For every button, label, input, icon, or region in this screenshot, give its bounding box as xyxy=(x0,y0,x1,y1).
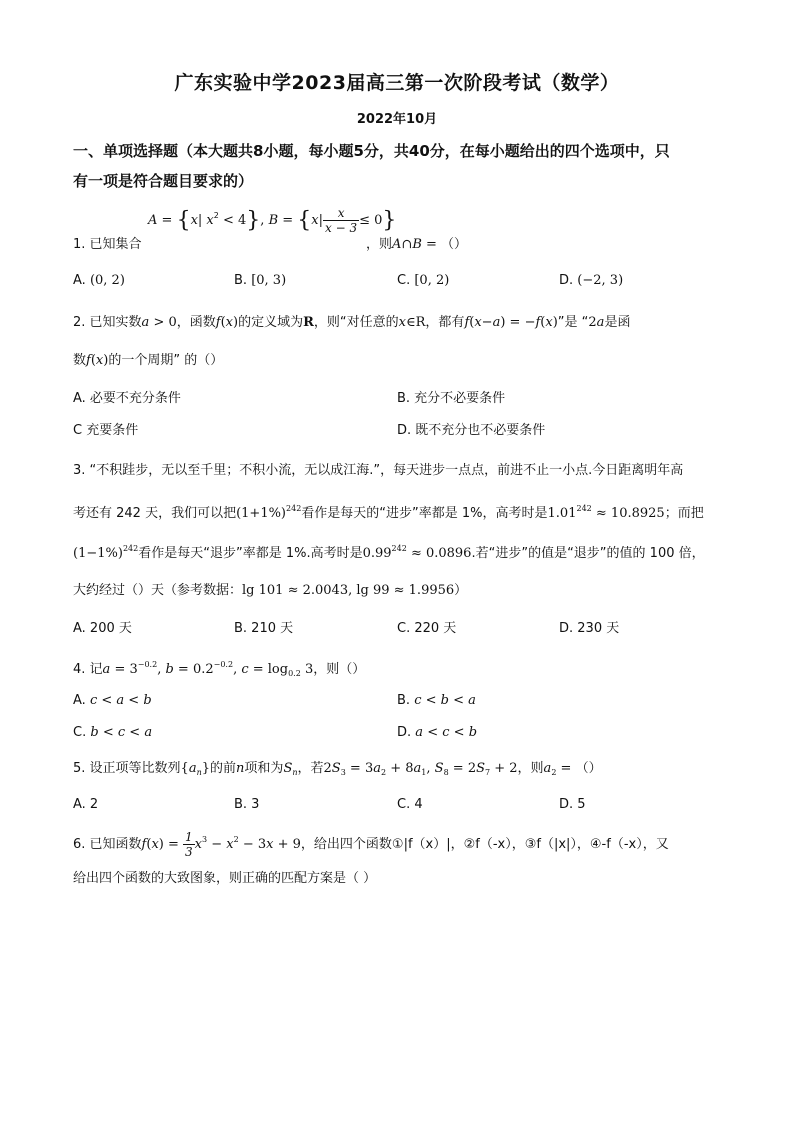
q5-option-c[interactable]: C. 4 xyxy=(397,797,423,812)
q5-stem: 5. 设正项等比数列$\{a_n\}$的前n项和为$S_n$，若$2S_3 = 3a_2 + 8a_1$, $S_8 = 2S_7 + 2$，则$a_2$ = （） xyxy=(73,761,602,777)
q2-option-d[interactable]: D. 既不充分也不必要条件 xyxy=(397,423,546,438)
q3-option-d[interactable]: D. 230 天 xyxy=(559,621,620,636)
q2-stem-line2: 数f(x)的一个周期” 的（） xyxy=(73,353,224,368)
q1-option-c[interactable]: C. [0, 2) xyxy=(397,273,450,288)
q2-option-c[interactable]: C 充要条件 xyxy=(73,423,139,438)
q1-prefix: 1. 已知集合 xyxy=(73,237,142,252)
q6-stem-line1: 6. 已知函数f(x) = $\frac{1}{3}$ $x^3 - x^2 - 3x + 9$，给出四个函数①|f（x）|，②f（-x），③f（|x|），④-f（-x），又 xyxy=(73,830,669,859)
q1-stem xyxy=(73,236,142,254)
q3-stem-line1: 3. “不积跬步，无以至千里；不积小流，无以成江海.”，每天进步一点点，前进不止一小点.今日距离明年高 xyxy=(73,463,684,478)
q2-option-a[interactable]: A. 必要不充分条件 xyxy=(73,391,181,406)
q1-suffix: ，则 xyxy=(366,237,393,252)
q3-option-a[interactable]: A. 200 天 xyxy=(73,621,132,636)
q5-option-a[interactable]: A. 2 xyxy=(73,797,99,812)
section-heading-line1: 一、单项选择题（本大题共8小题，每小题5分，共40分，在每小题给出的四个选项中，只 xyxy=(73,142,670,160)
q3-option-b[interactable]: B. 210 天 xyxy=(234,621,294,636)
section-heading-line2: 有一项是符合题目要求的） xyxy=(73,172,254,190)
q1-option-a[interactable]: A. (0, 2) xyxy=(73,273,125,288)
q1-stem-tail: ，则A∩B = （） xyxy=(366,237,468,252)
q5-option-b[interactable]: B. 3 xyxy=(234,797,260,812)
q1-option-d[interactable]: D. (−2, 3) xyxy=(559,273,624,288)
q3-stem-line4: 大约经过（）天（参考数据：lg 101 ≈ 2.0043, lg 99 ≈ 1.9956） xyxy=(73,583,468,598)
q3-stem-line2: 考还有 242 天，我们可以把$(1+1\%)^{242}$看作是每天的“进步”率都是 1%，高考时是$1.01^{242} \approx 10.8925$；而把 xyxy=(73,504,704,521)
q1-tail: （） xyxy=(441,237,468,252)
q4-option-a[interactable]: A. c < a < b xyxy=(73,693,152,708)
q2-stem-line1: 2. 已知实数a > 0，函数f(x)的定义域为R，则“对任意的x∈R，都有f(x−a) = −f(x)”是 “2a是函 xyxy=(73,315,631,330)
q1-sets-formula: A = {x| $x^2 < 4$}, B = {x| $\frac{x}{x - 3}$ ≤ 0} xyxy=(148,206,397,235)
q4-stem: 4. 记$a = 3^{-0.2}$, $b = 0.2^{-0.2}$, $c = \log_{0.2} 3$，则（） xyxy=(73,660,366,678)
q4-option-c[interactable]: C. b < c < a xyxy=(73,725,153,740)
exam-date: 2022年10月 xyxy=(356,112,438,127)
q1-option-b[interactable]: B. [0, 3) xyxy=(234,273,287,288)
q5-option-d[interactable]: D. 5 xyxy=(559,797,586,812)
q2-option-b[interactable]: B. 充分不必要条件 xyxy=(397,391,506,406)
q3-option-c[interactable]: C. 220 天 xyxy=(397,621,457,636)
q6-stem-line2: 给出四个函数的大致图象，则正确的匹配方案是（ ） xyxy=(73,871,377,886)
q3-stem-line3: $(1-1\%)^{242}$看作是每天“退步”率都是 1%.高考时是$0.99^{242} \approx 0.0896$.若“进步”的值是“退步”的值的 100 倍， xyxy=(73,544,705,561)
q4-option-d[interactable]: D. a < c < b xyxy=(397,725,478,740)
page-title: 广东实验中学2023届高三第一次阶段考试（数学） xyxy=(174,72,620,94)
q4-option-b[interactable]: B. c < b < a xyxy=(397,693,476,708)
